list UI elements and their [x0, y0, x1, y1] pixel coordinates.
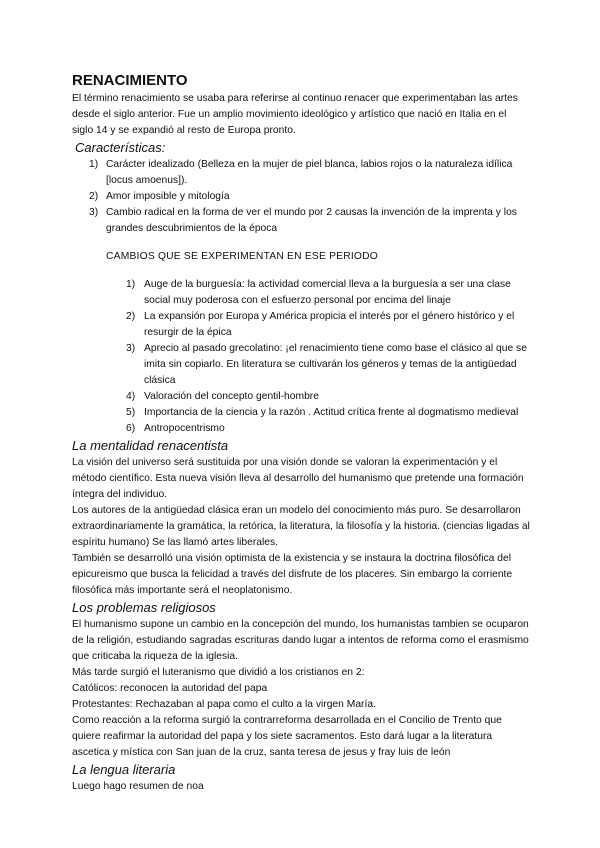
document-title: RENACIMIENTO [72, 72, 188, 89]
list-item: 5) Importancia de la ciencia y la razón . Actitud crítica frente al dogmatismo medieval [126, 407, 519, 418]
caracteristicas-list [72, 157, 530, 237]
list-item: 6) Antropocentrismo [126, 423, 225, 434]
lengua-paragraph: Luego hago resumen de noa [72, 781, 204, 792]
problemas-paragraph: El humanismo supone un cambio en la concepción del mundo, los humanistas tambien se ocuparon de la religión, estudiando sagradas escrituras dando lugar a intentos de reforma como el erasmismo que criticaba la riqueza de la iglesia. [72, 619, 529, 662]
cambios-heading: CAMBIOS QUE SE EXPERIMENTAN EN ESE PERIODO [106, 251, 378, 262]
list-item: 1) Carácter idealizado (Belleza en la mujer de piel blanca, labios rojos o la naturaleza idílica [locus amoenus]). [89, 159, 513, 186]
list-item: 2) Amor imposible y mitología [89, 191, 230, 202]
list-item: 4) Valoración del concepto gentil-hombre [126, 391, 319, 402]
list-item: 1) Auge de la burguesía: la actividad comercial lleva a la burguesía a ser una clase social muy poderosa con el esfuerzo personal por encima del linaje [126, 279, 511, 306]
intro-paragraph: El término renacimiento se usaba para referirse al continuo renacer que experimentaban las artes desde el siglo anterior. Fue un amplio movimiento ideológico y artístico que nació en Italia en el siglo 14 y se expandió al resto de Europa pronto. [72, 93, 518, 136]
mentalidad-heading: La mentalidad renacentista [72, 438, 229, 453]
mentalidad-paragraph: La visión del universo será sustituida por una visión donde se valoran la experimentación y el método científico. Esta nueva visión lleva al desarrollo del humanismo que pretende una formación íntegra del individuo. [72, 457, 524, 500]
list-item: 3) Aprecio al pasado grecolatino: ¡el renacimiento tiene como base el clásico al que se imita sin copiarlo. En literatura se cultivarán los géneros y temas de la antigüedad clásica [126, 343, 527, 386]
document-page [72, 71, 530, 795]
problemas-paragraph: Como reacción a la reforma surgió la contrarreforma desarrollada en el Concilio de Trento que quiere reafirmar la autoridad del papa y los siete sacramentos. Esto dará lugar a la literatura ascetica y mística con San juan de la cruz, santa teresa de jesus y fray luis de león [72, 715, 502, 758]
mentalidad-paragraph: Los autores de la antigüedad clásica eran un modelo del conocimiento más puro. Se desarrollaron extraordinariamente la gramática, la retórica, la literatura, la filosofía y la historia. (ciencias ligadas al espíritu humano) Se las llamó artes liberales. [72, 505, 530, 548]
mentalidad-paragraph: También se desarrolló una visión optimista de la existencia y se instaura la doctrina filosófica del epicureismo que busca la felicidad a través del disfrute de los placeres. Sin embargo la corriente filosófica más importante será el neoplatonismo. [72, 553, 513, 596]
caracteristicas-heading: Características: [75, 140, 166, 155]
problemas-paragraph: Protestantes: Rechazaban al papa como el culto a la virgen María. [72, 699, 376, 710]
problemas-heading: Los problemas religiosos [72, 600, 216, 615]
problemas-paragraph: Católicos: reconocen la autoridad del papa [72, 683, 268, 694]
list-item: 3) Cambio radical en la forma de ver el mundo por 2 causas la invención de la imprenta y los grandes descubrimientos de la época [89, 207, 517, 234]
list-item: 2) La expansión por Europa y América propicia el interés por el género histórico y el resurgir de la épica [126, 311, 515, 338]
cambios-list [72, 277, 530, 437]
problemas-paragraph: Más tarde surgió el luteranismo que dividió a los cristianos en 2: [72, 667, 365, 678]
lengua-heading: La lengua literaria [72, 762, 176, 777]
